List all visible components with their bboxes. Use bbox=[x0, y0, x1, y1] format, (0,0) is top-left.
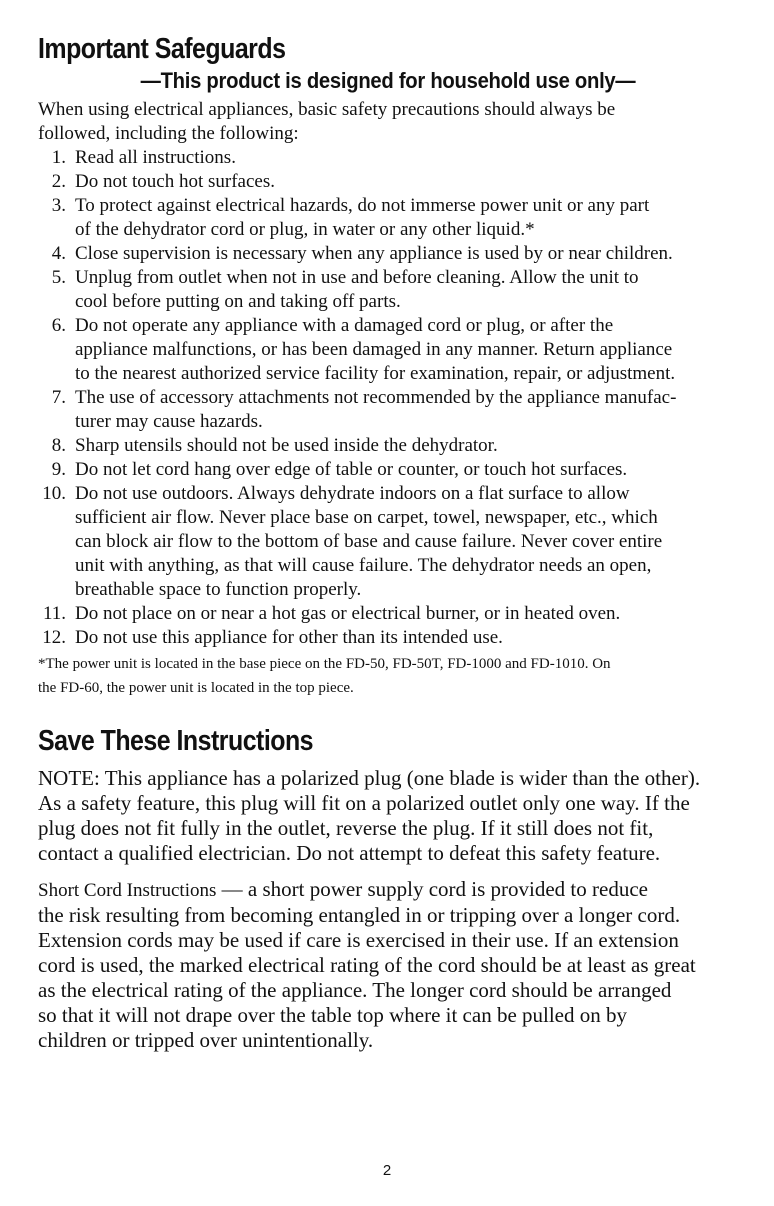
subtitle: —This product is designed for household use only— bbox=[140, 68, 636, 93]
item-line: breathable space to function properly. bbox=[75, 579, 362, 600]
item-number: 6. bbox=[51, 315, 66, 336]
item-line: Do not operate any appliance with a damaged cord or plug, or after the bbox=[75, 315, 614, 336]
list-item bbox=[38, 314, 738, 386]
cord-line: as the electrical rating of the appliance. The longer cord should be arranged bbox=[38, 978, 672, 1002]
item-number: 7. bbox=[51, 387, 66, 408]
item-line: Do not place on or near a hot gas or electrical burner, or in heated oven. bbox=[75, 603, 621, 624]
cord-line: cord is used, the marked electrical rating of the cord should be at least as great bbox=[38, 953, 696, 977]
item-line: unit with anything, as that will cause failure. The dehydrator needs an open, bbox=[75, 555, 652, 576]
item-line: can block air flow to the bottom of base and cause failure. Never cover entire bbox=[75, 531, 663, 552]
list-item bbox=[38, 266, 738, 314]
item-number: 12. bbox=[42, 627, 66, 648]
item-line: Close supervision is necessary when any appliance is used by or near children. bbox=[75, 243, 673, 264]
note-paragraph bbox=[38, 766, 738, 866]
item-line: Unplug from outlet when not in use and before cleaning. Allow the unit to bbox=[75, 267, 639, 288]
list-item bbox=[38, 434, 738, 458]
footnote-line: the FD-60, the power unit is located in the top piece. bbox=[38, 680, 354, 696]
footnote-line: *The power unit is located in the base piece on the FD-50, FD-50T, FD-1000 and FD-1010. On bbox=[38, 656, 611, 672]
list-item bbox=[38, 602, 738, 626]
note-line: NOTE: This appliance has a polarized plug (one blade is wider than the other). bbox=[38, 766, 701, 790]
item-number: 9. bbox=[51, 459, 66, 480]
document-page bbox=[38, 30, 738, 1053]
cord-line: Extension cords may be used if care is exercised in their use. If an extension bbox=[38, 928, 679, 952]
item-line: Do not touch hot surfaces. bbox=[75, 171, 275, 192]
item-line: To protect against electrical hazards, do not immerse power unit or any part bbox=[75, 195, 650, 216]
intro-paragraph bbox=[38, 98, 738, 146]
cord-line: the risk resulting from becoming entangled in or tripping over a longer cord. bbox=[38, 903, 681, 927]
cord-first-rest: — a short power supply cord is provided to reduce bbox=[216, 877, 648, 901]
list-item bbox=[38, 170, 738, 194]
item-line: Do not use outdoors. Always dehydrate indoors on a flat surface to allow bbox=[75, 483, 630, 504]
item-number: 10. bbox=[42, 483, 66, 504]
note-line: contact a qualified electrician. Do not attempt to defeat this safety feature. bbox=[38, 841, 661, 865]
item-number: 2. bbox=[51, 171, 66, 192]
list-item bbox=[38, 458, 738, 482]
item-line: sufficient air flow. Never place base on carpet, towel, newspaper, etc., which bbox=[75, 507, 658, 528]
item-line: Sharp utensils should not be used inside the dehydrator. bbox=[75, 435, 498, 456]
list-item bbox=[38, 242, 738, 266]
section-heading: Save These Instructions bbox=[38, 725, 314, 757]
list-item bbox=[38, 194, 738, 242]
footnote bbox=[38, 652, 738, 700]
item-number: 5. bbox=[51, 267, 66, 288]
page-number: 2 bbox=[382, 1162, 392, 1179]
intro-line: followed, including the following: bbox=[38, 123, 299, 144]
item-number: 3. bbox=[51, 195, 66, 216]
item-number: 8. bbox=[51, 435, 66, 456]
safeguards-list bbox=[38, 146, 738, 650]
item-number: 1. bbox=[51, 147, 66, 168]
cord-paragraph bbox=[38, 877, 738, 1053]
list-item bbox=[38, 626, 738, 650]
item-line: Do not use this appliance for other than its intended use. bbox=[75, 627, 503, 648]
item-line: to the nearest authorized service facility for examination, repair, or adjustment. bbox=[75, 363, 676, 384]
list-item bbox=[38, 386, 738, 434]
item-number: 11. bbox=[42, 603, 66, 624]
item-line: Do not let cord hang over edge of table or counter, or touch hot surfaces. bbox=[75, 459, 628, 480]
item-line: cool before putting on and taking off parts. bbox=[75, 291, 401, 312]
note-line: plug does not fit fully in the outlet, reverse the plug. If it still does not fit, bbox=[38, 816, 654, 840]
cord-line: children or tripped over unintentionally. bbox=[38, 1028, 374, 1052]
cord-first-line bbox=[38, 877, 738, 903]
cord-lead: Short Cord Instructions bbox=[38, 880, 217, 901]
item-number: 4. bbox=[51, 243, 66, 264]
note-line: As a safety feature, this plug will fit on a polarized outlet only one way. If the bbox=[38, 791, 690, 815]
page-title: Important Safeguards bbox=[38, 33, 286, 65]
item-line: The use of accessory attachments not recommended by the appliance manufac- bbox=[75, 387, 677, 408]
item-line: Read all instructions. bbox=[75, 147, 236, 168]
item-line: turer may cause hazards. bbox=[75, 411, 263, 432]
intro-line: When using electrical appliances, basic safety precautions should always be bbox=[38, 99, 616, 120]
cord-line: so that it will not drape over the table top where it can be pulled on by bbox=[38, 1003, 628, 1027]
list-item bbox=[38, 482, 738, 602]
item-line: appliance malfunctions, or has been damaged in any manner. Return appliance bbox=[75, 339, 673, 360]
list-item bbox=[38, 146, 738, 170]
item-line: of the dehydrator cord or plug, in water or any other liquid.* bbox=[75, 219, 535, 240]
